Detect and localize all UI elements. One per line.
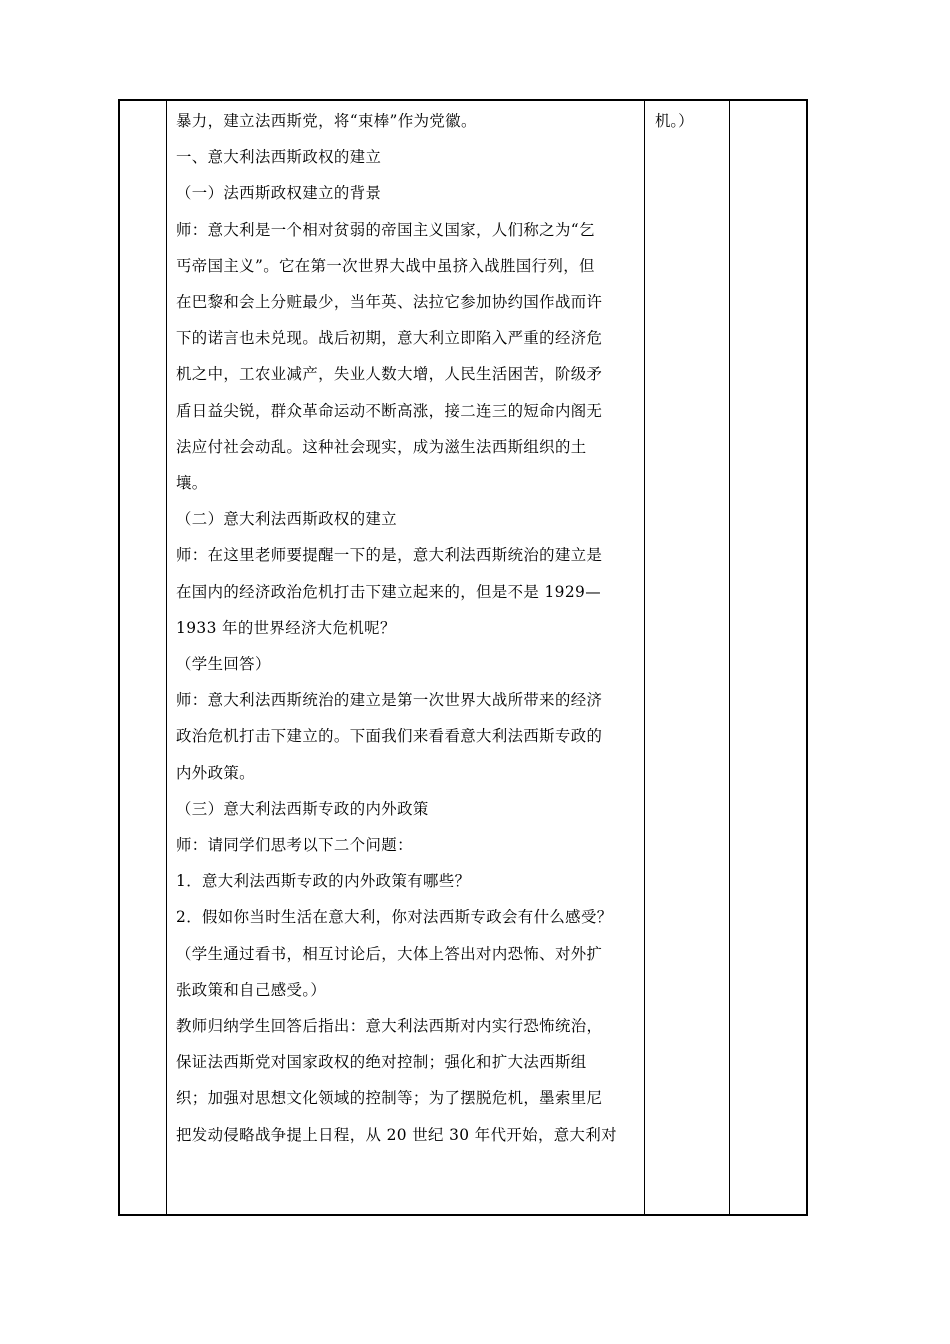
text-line: 教师归纳学生回答后指出：意大利法西斯对内实行恐怖统治，: [176, 1017, 603, 1036]
text-line: 师：意大利法西斯统治的建立是第一次世界大战所带来的经济: [176, 691, 603, 710]
text-line: 把发动侵略战争提上日程，从 20 世纪 30 年代开始，意大利对: [176, 1125, 617, 1144]
text-line: 在巴黎和会上分赃最少，当年英、法拉它参加协约国作战而许: [176, 293, 603, 312]
question-item: 1．意大利法西斯专政的内外政策有哪些？: [176, 872, 471, 891]
lesson-table: [118, 99, 808, 1216]
note-line: 机。）: [655, 112, 694, 130]
text-line: 暴力，建立法西斯党，将“束棒”作为党徽。: [176, 112, 477, 130]
subsection-heading: （三）意大利法西斯专政的内外政策: [176, 799, 429, 818]
text-line: （学生回答）: [176, 655, 271, 674]
text-line: 内外政策。: [176, 763, 255, 782]
section-heading: 一、意大利法西斯政权的建立: [176, 148, 382, 167]
lesson-content-cell: [168, 101, 642, 1214]
subsection-heading: （二）意大利法西斯政权的建立: [176, 510, 398, 529]
question-item: 2．假如你当时生活在意大利，你对法西斯专政会有什么感受？: [176, 908, 613, 927]
text-line: 盾日益尖锐，群众革命运动不断高涨，接二连三的短命内阁无: [176, 401, 603, 420]
text-line: 在国内的经济政治危机打击下建立起来的，但是不是 1929—: [176, 582, 602, 601]
text-line: 师：意大利是一个相对贫弱的帝国主义国家，人们称之为“乞: [176, 220, 595, 239]
text-line: 织；加强对思想文化领域的控制等；为了摆脱危机，墨索里尼: [176, 1089, 603, 1108]
text-line: 张政策和自己感受。）: [176, 980, 327, 999]
text-line: 机之中，工农业减产，失业人数大增，人民生活困苦，阶级矛: [176, 365, 603, 384]
text-line: 政治危机打击下建立的。下面我们来看看意大利法西斯专政的: [176, 727, 603, 746]
text-line: 丐帝国主义”。它在第一次世界大战中虽挤入战胜国行列，但: [176, 256, 595, 275]
subsection-heading: （一）法西斯政权建立的背景: [176, 184, 382, 203]
text-line: （学生通过看书，相互讨论后，大体上答出对内恐怖、对外扩: [176, 944, 603, 963]
text-line: 保证法西斯党对国家政权的绝对控制；强化和扩大法西斯组: [176, 1053, 587, 1072]
column-divider: [166, 101, 167, 1214]
column-divider: [644, 101, 645, 1214]
note-cell: [647, 101, 727, 139]
text-line: 师：在这里老师要提醒一下的是，意大利法西斯统治的建立是: [176, 546, 603, 565]
text-line: 法应付社会动乱。这种社会现实，成为滋生法西斯组织的土: [176, 437, 587, 456]
text-line: 师：请同学们思考以下二个问题：: [176, 836, 413, 855]
text-line: 壤。: [176, 474, 208, 493]
text-line: 下的诺言也未兑现。战后初期，意大利立即陷入严重的经济危: [176, 329, 603, 348]
text-line: 1933 年的世界经济大危机呢？: [176, 618, 396, 637]
column-divider: [729, 101, 730, 1214]
